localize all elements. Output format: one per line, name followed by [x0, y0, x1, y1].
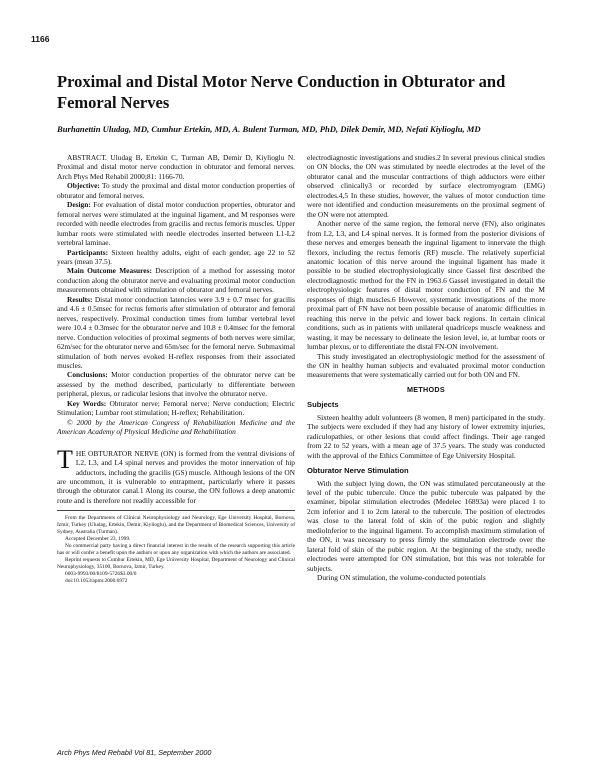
footnote-issn: 0003-9993/00/8109-5726$3.00/0 [65, 571, 137, 578]
left-column [57, 153, 295, 585]
journal-footer: Arch Phys Med Rehabil Vol 81, September 2000 [57, 748, 212, 757]
obturator-heading: Obturator Nerve Stimulation [307, 466, 409, 476]
abstract [57, 153, 295, 437]
obturator-paragraph: With the subject lying down, the ON was stimulated percutaneously at the level of the pubic tubercule. Once the pubic tubercule was palpated by the examiner, bipolar stimulation electrodes (Medelec 16893a) were placed 1 to 2cm inferior and 1 to 2cm lateral to the tubercule. The position of electrodes was close to the lateral fold of skin of the pubic region and slightly mediolnferior to the inguinal ligament. To accomplish maximum stimulation of the ON, it was necessary to press firmly the stimulation electrode over the lateral fold of skin of the pubic region. At the beginning of the study, needle electrodes were attempted for ON stimulation, but this was not tolerable for subjects. [307, 478, 545, 573]
abstract-keywords: Key Words: Obturator nerve; Femoral nerve; Nerve conduction; Electric Stimulation; Lumbar root stimulation; H-reflex; Rehabilitation. [57, 398, 295, 418]
abstract-conclusions: Conclusions: Motor conduction properties of the obturator nerve can be assessed by the method described, particularly to differentiate between peripheral, plexus, or radicular lesions that involve the obturator nerve. [57, 370, 295, 399]
abstract-participants: Participants: Sixteen healthy adults, eight of each gender, age 22 to 52 years (mean 37.5). [57, 247, 295, 266]
abstract-citation: ABSTRACT. Uludag B, Ertekin C, Turman AB, Demir D, Kiylioglu N. Proximal and distal motor nerve conduction in obturator and femoral nerves. Arch Phys Med Rehabil 2000;81: 1166-70. [57, 153, 295, 181]
abstract-outcome-measures: Main Outcome Measures: Description of a method for assessing motor conduction along the obturator nerve and evaluating proximal motor conduction measurements obtained with stimulation of obturator and femoral nerves. [57, 266, 295, 295]
abstract-objective: Objective: To study the proximal and distal motor conduction properties of obturator and femoral nerves. [57, 181, 295, 200]
footnote-disclosure: No commercial party having a direct financial interest in the results of the research supporting this article has or will confer a benefit upon the authors or upon any organization with which the authors are associated. [57, 543, 295, 557]
drop-cap: T [57, 444, 73, 474]
page-number: 1166 [31, 34, 50, 44]
intro-lead: HE OBTURATOR NERVE [75, 448, 159, 458]
abstract-results: Results: Distal motor conduction latencies were 3.9 ± 0.7 msec for gracilis and 4.6 ± 0.5msec for rectus femoris after stimulation of obturator and femoral nerves, respectively. Proximal conduction times from lumbar vertebral level were 10.4 ± 0.3msec for the obturator nerve and 10.8 ± 0.4msec for the femoral nerve. Conduction velocities of proximal segments of both nerves were similar, 62m/sec for the obturator nerve and 65m/sec for the femoral nerve. Submaximal stimulation of both nerves evoked H-reflex responses from their associated muscles. [57, 294, 295, 370]
body-paragraph: electrodiagnostic investigations and studies.2 In several previous clinical studies on ON blocks, the ON was stimulated by needle electrodes at the level of the obturator canal and the muscular contractions of thigh adductors were either observed clinically3 or recorded by surface electromyogram (EMG) electrodes.4,5 In these studies, however, the values of motor conduction time were not identified and conduction measurements on the proximal segment of the ON were not attempted. [307, 153, 545, 219]
intro-paragraph: THE OBTURATOR NERVE (ON) is formed from the ventral divisions of L2, L3, and L4 spinal nerves and provides the motor innervation of hip adductors, including the gracilis (GS) muscle. Although lesions of the ON are uncommon, it is vulnerable to entrapment, particularly where it passes through the obturator canal.1 Along its course, the ON follows a deep anatomic route and is therefore not readily accessible for [57, 444, 295, 505]
footnote-doi: doi:10.1053/apmr.2000.6972 [65, 578, 128, 585]
footnote-divider [57, 510, 295, 511]
methods-heading: METHODS [406, 384, 446, 394]
article-title: Proximal and Distal Motor Nerve Conduction in Obturator and Femoral Nerves [57, 72, 506, 112]
body-paragraph: This study investigated an electrophysiologic method for the assessment of the ON in healthy human subjects and evaluated proximal motor conduction measurements that were systematically carried out for both ON and FN. [307, 351, 545, 380]
body-paragraph: Another nerve of the same region, the femoral nerve (FN), also originates from L2, L3, and L4 spinal nerves. It is formed from the posterior divisions of these nerves and emerges beneath the inguinal ligament to innervate the thigh flexors, including the rectus femoris (RF) muscle. The relatively superficial anatomic location of this nerve around the inguinal ligament has made it possible to be studied electrophysiologically since Gassel first described the electrodiagnostic method for the FN in 1963.6 Gassel investigated in detail the electrophysiologic features of distal motor conduction of FN and the M responses of thigh muscles.6 However, systematic investigations of the more proximal part of FN have not been possible because of anatomic difficulties in reaching this nerve in the pelvic and lower back regions. In certain clinical conditions, such as in patients with unilateral quadriceps muscle weakness and wasting, it may be necessary to delineate the lesion level, ie, at lumbar roots or lumbar plexus, or to differentiate the distal FN-ON involvement. [307, 219, 545, 352]
abstract-copyright: © 2000 by the American Congress of Rehabilitation Medicine and the American Academy of Physical Medicine and Rehabilitation [57, 417, 295, 437]
author-list: Burhanettin Uludag, MD, Cumhur Ertekin, MD, A. Bulent Turman, MD, PhD, Dilek Demir, MD, Nefati Kiylioglu, MD [57, 124, 481, 134]
subjects-heading: Subjects [307, 400, 339, 410]
right-column [307, 153, 545, 582]
introduction [57, 444, 295, 506]
footnote-reprints: Reprint requests to Cumhur Ertekin, MD, Ege University Hospital, Department of Neurology and Clinical Neurophysiology, 35100, Bornova, Izmir, Turkey. [57, 557, 295, 571]
obturator-last-line: During ON stimulation, the volume-conducted potentials [317, 573, 486, 583]
footnote-accepted: Accepted December 23, 1999. [65, 536, 131, 543]
abstract-design: Design: For evaluation of distal motor conduction properties, obturator and femoral nerves were stimulated at the inguinal ligament, and M responses were recorded with needle electrodes from gracilis and rectus femoris muscles. Upper lumbar roots were stimulated with needle electrodes inserted between L1-L2 vertebral laminae. [57, 200, 295, 248]
subjects-paragraph: Sixteen healthy adult volunteers (8 women, 8 men) participated in the study. The subjects were excluded if they had any history of lower extremity injuries, radiculopathies, or other lesions that could affect findings. Their age ranged from 22 to 52 years, with a mean age of 37.5 years. The study was conducted with the approval of the Ethics Committee of Ege University Hospital. [307, 412, 545, 460]
footnotes [57, 515, 295, 585]
footnote-affiliation: From the Departments of Clinical Neurophysiology and Neurology, Ege University Hospital, Bornova, Izmir, Turkey (Uludag, Ertekin, Demir, Kiylioglu), and the Department of Biomedical Sciences, University of Sydney, Australia (Turman). [57, 515, 295, 536]
